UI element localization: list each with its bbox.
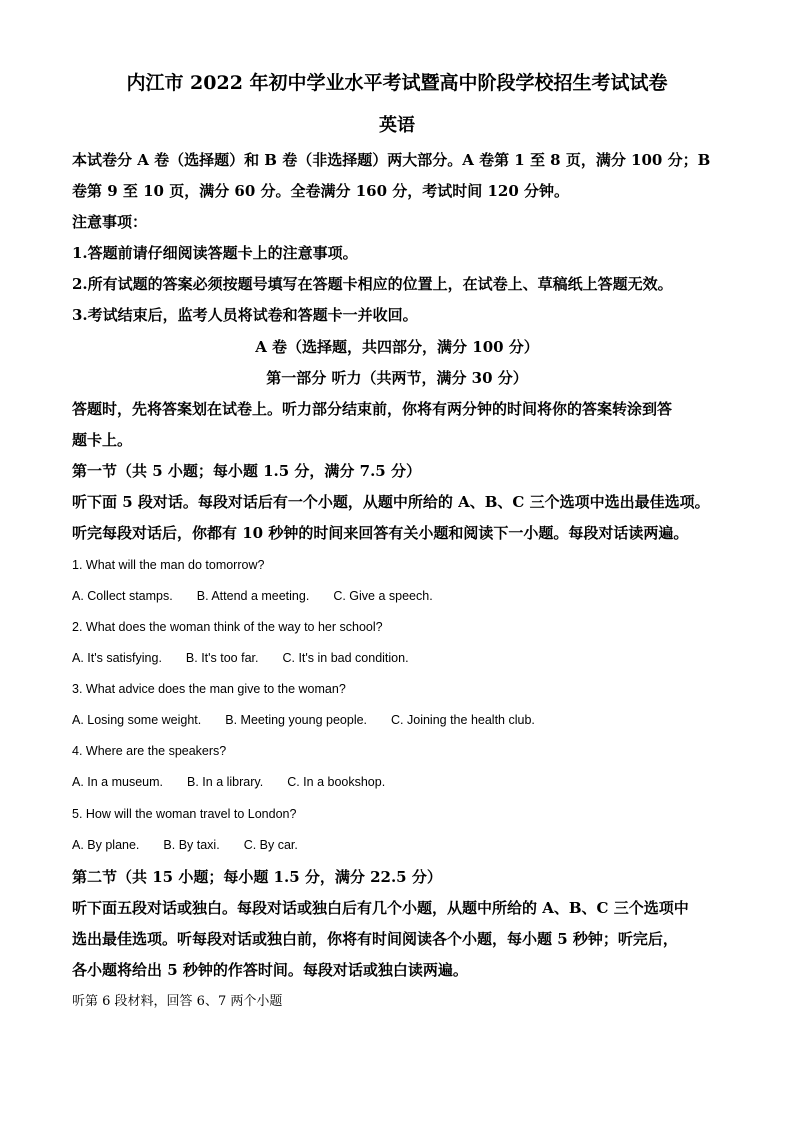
- option-a: A. In a museum.: [72, 775, 164, 789]
- intro-line-1: 本试卷分 A 卷（选择题）和 B 卷（非选择题）两大部分。A 卷第 1 至 8 页，满分 100 分；B: [72, 151, 711, 169]
- section2-instruction-line-1: 听下面五段对话或独白。每段对话或独白后有几个小题，从题中所给的 A、B、C 三个选项中: [72, 899, 689, 917]
- note-item-3: 3.考试结束后，监考人员将试卷和答题卡一并收回。: [72, 306, 418, 324]
- option-a: A. By plane.: [72, 838, 140, 852]
- question-4: 4. Where are the speakers?: [72, 744, 227, 758]
- part1-instruction-line-1: 答题时，先将答案划在试卷上。听力部分结束前，你将有两分钟的时间将你的答案转涂到答: [72, 400, 673, 418]
- question-2: 2. What does the woman think of the way to her school?: [72, 620, 383, 634]
- option-b: B. Attend a meeting.: [196, 589, 310, 603]
- note-item-1: 1.答题前请仔细阅读答题卡上的注意事项。: [72, 244, 358, 262]
- section1-heading: 第一节（共 5 小题；每小题 1.5 分，满分 7.5 分）: [72, 462, 421, 480]
- option-c: C. It's in bad condition.: [282, 651, 409, 665]
- material-note: 听第 6 段材料，回答 6、7 两个小题: [72, 994, 283, 1009]
- subject-title: 英语: [379, 115, 415, 136]
- option-a: A. It's satisfying.: [72, 651, 162, 665]
- option-c: C. By car.: [243, 838, 298, 852]
- option-c: C. Joining the health club.: [391, 713, 535, 727]
- volume-a-heading: A 卷（选择题，共四部分，满分 100 分）: [255, 338, 539, 356]
- question-5-options: [72, 836, 722, 854]
- question-1-options: [72, 587, 722, 605]
- option-c: C. In a bookshop.: [287, 775, 386, 789]
- section1-instruction-line-1: 听下面 5 段对话。每段对话后有一个小题，从题中所给的 A、B、C 三个选项中选出最佳选项。: [72, 493, 710, 511]
- question-4-options: [72, 773, 722, 791]
- intro-line-2: 卷第 9 至 10 页，满分 60 分。全卷满分 160 分，考试时间 120 分钟。: [72, 182, 570, 200]
- section2-instruction-line-3: 各小题将给出 5 秒钟的作答时间。每段对话或独白读两遍。: [72, 961, 468, 979]
- option-c: C. Give a speech.: [333, 589, 433, 603]
- question-1: 1. What will the man do tomorrow?: [72, 558, 265, 572]
- part1-instruction-line-2: 题卡上。: [72, 431, 133, 449]
- part1-heading: 第一部分 听力（共两节，满分 30 分）: [266, 369, 528, 387]
- question-3-options: [72, 711, 722, 729]
- question-5: 5. How will the woman travel to London?: [72, 807, 297, 821]
- option-a: A. Losing some weight.: [72, 713, 202, 727]
- option-b: B. Meeting young people.: [225, 713, 368, 727]
- exam-title: 内江市 2022 年初中学业水平考试暨高中阶段学校招生考试试卷: [126, 72, 668, 94]
- section2-instruction-line-2: 选出最佳选项。听每段对话或独白前，你将有时间阅读各个小题，每小题 5 秒钟；听完后，: [72, 930, 678, 948]
- option-b: B. By taxi.: [163, 838, 220, 852]
- option-b: B. It's too far.: [185, 651, 259, 665]
- section2-heading: 第二节（共 15 小题；每小题 1.5 分，满分 22.5 分）: [72, 868, 442, 886]
- question-2-options: [72, 649, 722, 667]
- notes-heading: 注意事项：: [72, 213, 148, 231]
- option-a: A. Collect stamps.: [72, 589, 173, 603]
- note-item-2: 2.所有试题的答案必须按题号填写在答题卡相应的位置上，在试卷上、草稿纸上答题无效。: [72, 275, 673, 293]
- section1-instruction-line-2: 听完每段对话后，你都有 10 秒钟的时间来回答有关小题和阅读下一小题。每段对话读两遍。: [72, 524, 689, 542]
- option-b: B. In a library.: [187, 775, 264, 789]
- question-3: 3. What advice does the man give to the woman?: [72, 682, 346, 696]
